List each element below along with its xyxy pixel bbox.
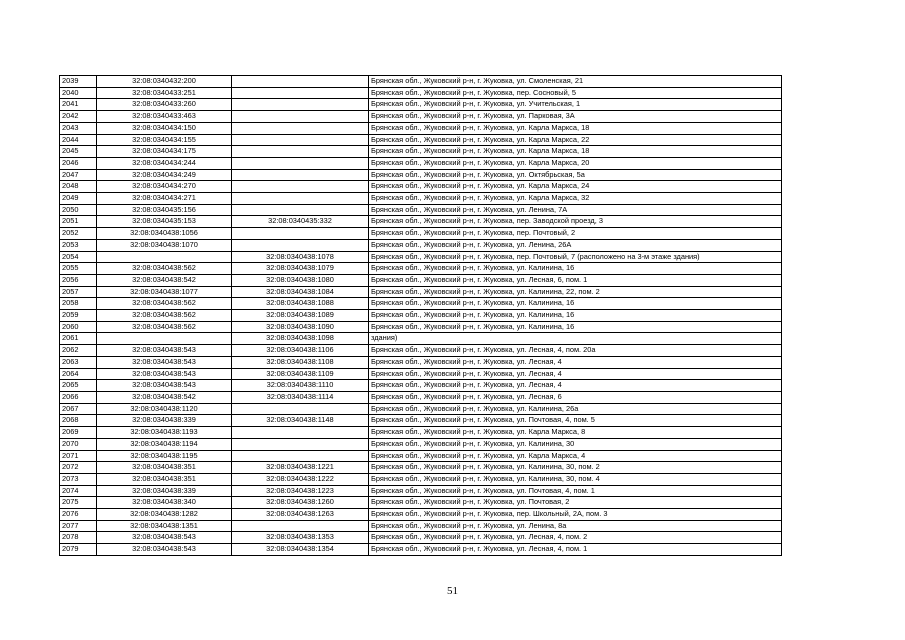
table-row bbox=[60, 509, 782, 521]
row-number-cell: 2054 bbox=[60, 251, 97, 263]
land-cadastral-number-cell: 32:08:0340438:351 bbox=[97, 462, 232, 474]
object-cadastral-number-cell bbox=[232, 76, 369, 88]
table-row bbox=[60, 485, 782, 497]
row-number-cell: 2056 bbox=[60, 274, 97, 286]
land-cadastral-number-cell: 32:08:0340435:153 bbox=[97, 216, 232, 228]
object-cadastral-number-cell bbox=[232, 146, 369, 158]
address-cell: Брянская обл., Жуковский р-н, г. Жуковка, пер. Заводской проезд, 3 bbox=[369, 216, 782, 228]
table-row bbox=[60, 263, 782, 275]
land-cadastral-number-cell: 32:08:0340438:543 bbox=[97, 356, 232, 368]
row-number-cell: 2072 bbox=[60, 462, 97, 474]
table-row bbox=[60, 216, 782, 228]
row-number-cell: 2074 bbox=[60, 485, 97, 497]
object-cadastral-number-cell: 32:08:0340438:1089 bbox=[232, 310, 369, 322]
object-cadastral-number-cell bbox=[232, 520, 369, 532]
object-cadastral-number-cell: 32:08:0340438:1088 bbox=[232, 298, 369, 310]
land-cadastral-number-cell: 32:08:0340433:463 bbox=[97, 111, 232, 123]
address-cell: Брянская обл., Жуковский р-н, г. Жуковка, ул. Калинина, 16 bbox=[369, 263, 782, 275]
table-row bbox=[60, 427, 782, 439]
object-cadastral-number-cell: 32:08:0340438:1106 bbox=[232, 345, 369, 357]
address-cell: Брянская обл., Жуковский р-н, г. Жуковка, ул. Лесная, 4, пом. 20а bbox=[369, 345, 782, 357]
table-row bbox=[60, 169, 782, 181]
land-cadastral-number-cell: 32:08:0340438:543 bbox=[97, 544, 232, 556]
land-cadastral-number-cell: 32:08:0340434:249 bbox=[97, 169, 232, 181]
table-row bbox=[60, 146, 782, 158]
table-row bbox=[60, 391, 782, 403]
row-number-cell: 2061 bbox=[60, 333, 97, 345]
address-cell: Брянская обл., Жуковский р-н, г. Жуковка, ул. Почтовая, 4, пом. 1 bbox=[369, 485, 782, 497]
row-number-cell: 2045 bbox=[60, 146, 97, 158]
row-number-cell: 2055 bbox=[60, 263, 97, 275]
object-cadastral-number-cell bbox=[232, 204, 369, 216]
row-number-cell: 2067 bbox=[60, 403, 97, 415]
object-cadastral-number-cell: 32:08:0340438:1353 bbox=[232, 532, 369, 544]
land-cadastral-number-cell: 32:08:0340434:150 bbox=[97, 122, 232, 134]
address-cell: Брянская обл., Жуковский р-н, г. Жуковка, ул. Карла Маркса, 20 bbox=[369, 157, 782, 169]
row-number-cell: 2044 bbox=[60, 134, 97, 146]
address-cell: Брянская обл., Жуковский р-н, г. Жуковка, ул. Ленина, 7А bbox=[369, 204, 782, 216]
row-number-cell: 2042 bbox=[60, 111, 97, 123]
address-cell: Брянская обл., Жуковский р-н, г. Жуковка, ул. Лесная, 4, пом. 1 bbox=[369, 544, 782, 556]
object-cadastral-number-cell: 32:08:0340438:1223 bbox=[232, 485, 369, 497]
row-number-cell: 2049 bbox=[60, 193, 97, 205]
table-row bbox=[60, 286, 782, 298]
object-cadastral-number-cell: 32:08:0340438:1110 bbox=[232, 380, 369, 392]
land-cadastral-number-cell: 32:08:0340432:200 bbox=[97, 76, 232, 88]
object-cadastral-number-cell bbox=[232, 134, 369, 146]
table-row bbox=[60, 345, 782, 357]
row-number-cell: 2059 bbox=[60, 310, 97, 322]
address-cell: Брянская обл., Жуковский р-н, г. Жуковка, ул. Калинина, 22, пом. 2 bbox=[369, 286, 782, 298]
row-number-cell: 2053 bbox=[60, 239, 97, 251]
row-number-cell: 2039 bbox=[60, 76, 97, 88]
address-cell: здания) bbox=[369, 333, 782, 345]
land-cadastral-number-cell: 32:08:0340438:1195 bbox=[97, 450, 232, 462]
row-number-cell: 2064 bbox=[60, 368, 97, 380]
address-cell: Брянская обл., Жуковский р-н, г. Жуковка, ул. Калинина, 30, пом. 2 bbox=[369, 462, 782, 474]
address-cell: Брянская обл., Жуковский р-н, г. Жуковка, ул. Смоленская, 21 bbox=[369, 76, 782, 88]
table-row bbox=[60, 298, 782, 310]
table-row bbox=[60, 462, 782, 474]
object-cadastral-number-cell: 32:08:0340438:1222 bbox=[232, 473, 369, 485]
object-cadastral-number-cell: 32:08:0340438:1079 bbox=[232, 263, 369, 275]
object-cadastral-number-cell bbox=[232, 87, 369, 99]
address-cell: Брянская обл., Жуковский р-н, г. Жуковка, ул. Лесная, 4 bbox=[369, 356, 782, 368]
address-cell: Брянская обл., Жуковский р-н, г. Жуковка, ул. Лесная, 6, пом. 1 bbox=[369, 274, 782, 286]
object-cadastral-number-cell bbox=[232, 99, 369, 111]
table-row bbox=[60, 450, 782, 462]
land-cadastral-number-cell: 32:08:0340438:543 bbox=[97, 345, 232, 357]
address-cell: Брянская обл., Жуковский р-н, г. Жуковка, ул. Почтовая, 2 bbox=[369, 497, 782, 509]
address-cell: Брянская обл., Жуковский р-н, г. Жуковка, ул. Карла Маркса, 18 bbox=[369, 122, 782, 134]
table-row bbox=[60, 380, 782, 392]
row-number-cell: 2068 bbox=[60, 415, 97, 427]
address-cell: Брянская обл., Жуковский р-н, г. Жуковка, пер. Сосновый, 5 bbox=[369, 87, 782, 99]
row-number-cell: 2060 bbox=[60, 321, 97, 333]
object-cadastral-number-cell: 32:08:0340438:1260 bbox=[232, 497, 369, 509]
table-row bbox=[60, 228, 782, 240]
property-registry-table bbox=[59, 75, 782, 556]
object-cadastral-number-cell bbox=[232, 169, 369, 181]
address-cell: Брянская обл., Жуковский р-н, г. Жуковка, пер. Почтовый, 2 bbox=[369, 228, 782, 240]
table-row bbox=[60, 76, 782, 88]
object-cadastral-number-cell: 32:08:0340438:1084 bbox=[232, 286, 369, 298]
land-cadastral-number-cell: 32:08:0340434:244 bbox=[97, 157, 232, 169]
address-cell: Брянская обл., Жуковский р-н, г. Жуковка, ул. Калинина, 16 bbox=[369, 310, 782, 322]
land-cadastral-number-cell: 32:08:0340435:156 bbox=[97, 204, 232, 216]
address-cell: Брянская обл., Жуковский р-н, г. Жуковка, ул. Парковая, 3А bbox=[369, 111, 782, 123]
row-number-cell: 2058 bbox=[60, 298, 97, 310]
table-row bbox=[60, 122, 782, 134]
row-number-cell: 2069 bbox=[60, 427, 97, 439]
table-row bbox=[60, 310, 782, 322]
land-cadastral-number-cell: 32:08:0340434:270 bbox=[97, 181, 232, 193]
land-cadastral-number-cell: 32:08:0340438:1070 bbox=[97, 239, 232, 251]
address-cell: Брянская обл., Жуковский р-н, г. Жуковка, ул. Карла Маркса, 18 bbox=[369, 146, 782, 158]
land-cadastral-number-cell bbox=[97, 333, 232, 345]
table-row bbox=[60, 157, 782, 169]
object-cadastral-number-cell bbox=[232, 122, 369, 134]
table-row bbox=[60, 134, 782, 146]
address-cell: Брянская обл., Жуковский р-н, г. Жуковка, ул. Карла Маркса, 24 bbox=[369, 181, 782, 193]
table-row bbox=[60, 239, 782, 251]
row-number-cell: 2050 bbox=[60, 204, 97, 216]
land-cadastral-number-cell: 32:08:0340433:260 bbox=[97, 99, 232, 111]
land-cadastral-number-cell: 32:08:0340434:175 bbox=[97, 146, 232, 158]
table-row bbox=[60, 251, 782, 263]
row-number-cell: 2046 bbox=[60, 157, 97, 169]
address-cell: Брянская обл., Жуковский р-н, г. Жуковка, ул. Карла Маркса, 32 bbox=[369, 193, 782, 205]
registry-table-body bbox=[60, 76, 782, 556]
table-row bbox=[60, 520, 782, 532]
object-cadastral-number-cell bbox=[232, 438, 369, 450]
address-cell: Брянская обл., Жуковский р-н, г. Жуковка, ул. Калинина, 30 bbox=[369, 438, 782, 450]
land-cadastral-number-cell: 32:08:0340438:1077 bbox=[97, 286, 232, 298]
object-cadastral-number-cell: 32:08:0340438:1098 bbox=[232, 333, 369, 345]
land-cadastral-number-cell: 32:08:0340438:543 bbox=[97, 380, 232, 392]
land-cadastral-number-cell: 32:08:0340438:562 bbox=[97, 298, 232, 310]
table-row bbox=[60, 193, 782, 205]
object-cadastral-number-cell: 32:08:0340435:332 bbox=[232, 216, 369, 228]
object-cadastral-number-cell bbox=[232, 193, 369, 205]
table-row bbox=[60, 99, 782, 111]
row-number-cell: 2051 bbox=[60, 216, 97, 228]
object-cadastral-number-cell: 32:08:0340438:1263 bbox=[232, 509, 369, 521]
page-number: 51 bbox=[447, 585, 458, 597]
table-row bbox=[60, 497, 782, 509]
table-row bbox=[60, 532, 782, 544]
land-cadastral-number-cell: 32:08:0340438:562 bbox=[97, 310, 232, 322]
table-row bbox=[60, 181, 782, 193]
object-cadastral-number-cell bbox=[232, 450, 369, 462]
object-cadastral-number-cell: 32:08:0340438:1090 bbox=[232, 321, 369, 333]
row-number-cell: 2040 bbox=[60, 87, 97, 99]
table-row bbox=[60, 321, 782, 333]
table-row bbox=[60, 87, 782, 99]
object-cadastral-number-cell: 32:08:0340438:1148 bbox=[232, 415, 369, 427]
address-cell: Брянская обл., Жуковский р-н, г. Жуковка, ул. Калинина, 16 bbox=[369, 298, 782, 310]
address-cell: Брянская обл., Жуковский р-н, г. Жуковка, ул. Лесная, 4 bbox=[369, 380, 782, 392]
row-number-cell: 2073 bbox=[60, 473, 97, 485]
object-cadastral-number-cell: 32:08:0340438:1080 bbox=[232, 274, 369, 286]
object-cadastral-number-cell bbox=[232, 403, 369, 415]
row-number-cell: 2047 bbox=[60, 169, 97, 181]
row-number-cell: 2062 bbox=[60, 345, 97, 357]
row-number-cell: 2063 bbox=[60, 356, 97, 368]
table-row bbox=[60, 473, 782, 485]
land-cadastral-number-cell: 32:08:0340438:1056 bbox=[97, 228, 232, 240]
address-cell: Брянская обл., Жуковский р-н, г. Жуковка, пер. Школьный, 2А, пом. 3 bbox=[369, 509, 782, 521]
row-number-cell: 2070 bbox=[60, 438, 97, 450]
land-cadastral-number-cell: 32:08:0340438:562 bbox=[97, 263, 232, 275]
address-cell: Брянская обл., Жуковский р-н, г. Жуковка, ул. Ленина, 26А bbox=[369, 239, 782, 251]
land-cadastral-number-cell: 32:08:0340438:542 bbox=[97, 274, 232, 286]
object-cadastral-number-cell: 32:08:0340438:1221 bbox=[232, 462, 369, 474]
row-number-cell: 2065 bbox=[60, 380, 97, 392]
address-cell: Брянская обл., Жуковский р-н, г. Жуковка, ул. Калинина, 30, пом. 4 bbox=[369, 473, 782, 485]
land-cadastral-number-cell: 32:08:0340434:155 bbox=[97, 134, 232, 146]
land-cadastral-number-cell: 32:08:0340438:1351 bbox=[97, 520, 232, 532]
address-cell: Брянская обл., Жуковский р-н, г. Жуковка, ул. Карла Маркса, 8 bbox=[369, 427, 782, 439]
address-cell: Брянская обл., Жуковский р-н, г. Жуковка, ул. Калинина, 26а bbox=[369, 403, 782, 415]
table-row bbox=[60, 438, 782, 450]
land-cadastral-number-cell: 32:08:0340438:542 bbox=[97, 391, 232, 403]
address-cell: Брянская обл., Жуковский р-н, г. Жуковка, пер. Почтовый, 7 (расположено на 3-м этаже здания) bbox=[369, 251, 782, 263]
address-cell: Брянская обл., Жуковский р-н, г. Жуковка, ул. Лесная, 4, пом. 2 bbox=[369, 532, 782, 544]
object-cadastral-number-cell bbox=[232, 181, 369, 193]
row-number-cell: 2077 bbox=[60, 520, 97, 532]
land-cadastral-number-cell: 32:08:0340438:1193 bbox=[97, 427, 232, 439]
object-cadastral-number-cell: 32:08:0340438:1354 bbox=[232, 544, 369, 556]
row-number-cell: 2075 bbox=[60, 497, 97, 509]
land-cadastral-number-cell: 32:08:0340438:543 bbox=[97, 532, 232, 544]
table-row bbox=[60, 403, 782, 415]
land-cadastral-number-cell: 32:08:0340438:339 bbox=[97, 415, 232, 427]
address-cell: Брянская обл., Жуковский р-н, г. Жуковка, ул. Калинина, 16 bbox=[369, 321, 782, 333]
row-number-cell: 2076 bbox=[60, 509, 97, 521]
row-number-cell: 2041 bbox=[60, 99, 97, 111]
land-cadastral-number-cell: 32:08:0340433:251 bbox=[97, 87, 232, 99]
address-cell: Брянская обл., Жуковский р-н, г. Жуковка, ул. Карла Маркса, 22 bbox=[369, 134, 782, 146]
object-cadastral-number-cell: 32:08:0340438:1109 bbox=[232, 368, 369, 380]
land-cadastral-number-cell bbox=[97, 251, 232, 263]
land-cadastral-number-cell: 32:08:0340438:339 bbox=[97, 485, 232, 497]
object-cadastral-number-cell bbox=[232, 228, 369, 240]
table-row bbox=[60, 204, 782, 216]
address-cell: Брянская обл., Жуковский р-н, г. Жуковка, ул. Октябрьская, 5а bbox=[369, 169, 782, 181]
object-cadastral-number-cell: 32:08:0340438:1078 bbox=[232, 251, 369, 263]
land-cadastral-number-cell: 32:08:0340438:1120 bbox=[97, 403, 232, 415]
row-number-cell: 2079 bbox=[60, 544, 97, 556]
object-cadastral-number-cell bbox=[232, 239, 369, 251]
row-number-cell: 2078 bbox=[60, 532, 97, 544]
land-cadastral-number-cell: 32:08:0340438:340 bbox=[97, 497, 232, 509]
address-cell: Брянская обл., Жуковский р-н, г. Жуковка, ул. Ленина, 8а bbox=[369, 520, 782, 532]
row-number-cell: 2048 bbox=[60, 181, 97, 193]
object-cadastral-number-cell: 32:08:0340438:1108 bbox=[232, 356, 369, 368]
table-row bbox=[60, 368, 782, 380]
table-row bbox=[60, 111, 782, 123]
table-row bbox=[60, 274, 782, 286]
land-cadastral-number-cell: 32:08:0340438:1194 bbox=[97, 438, 232, 450]
table-row bbox=[60, 333, 782, 345]
object-cadastral-number-cell bbox=[232, 111, 369, 123]
land-cadastral-number-cell: 32:08:0340438:351 bbox=[97, 473, 232, 485]
row-number-cell: 2066 bbox=[60, 391, 97, 403]
address-cell: Брянская обл., Жуковский р-н, г. Жуковка, ул. Лесная, 4 bbox=[369, 368, 782, 380]
address-cell: Брянская обл., Жуковский р-н, г. Жуковка, ул. Почтовая, 4, пом. 5 bbox=[369, 415, 782, 427]
row-number-cell: 2043 bbox=[60, 122, 97, 134]
land-cadastral-number-cell: 32:08:0340438:562 bbox=[97, 321, 232, 333]
address-cell: Брянская обл., Жуковский р-н, г. Жуковка, ул. Лесная, 6 bbox=[369, 391, 782, 403]
address-cell: Брянская обл., Жуковский р-н, г. Жуковка, ул. Учительская, 1 bbox=[369, 99, 782, 111]
table-row bbox=[60, 544, 782, 556]
address-cell: Брянская обл., Жуковский р-н, г. Жуковка, ул. Карла Маркса, 4 bbox=[369, 450, 782, 462]
row-number-cell: 2071 bbox=[60, 450, 97, 462]
land-cadastral-number-cell: 32:08:0340438:543 bbox=[97, 368, 232, 380]
object-cadastral-number-cell bbox=[232, 157, 369, 169]
land-cadastral-number-cell: 32:08:0340438:1282 bbox=[97, 509, 232, 521]
row-number-cell: 2052 bbox=[60, 228, 97, 240]
object-cadastral-number-cell: 32:08:0340438:1114 bbox=[232, 391, 369, 403]
object-cadastral-number-cell bbox=[232, 427, 369, 439]
land-cadastral-number-cell: 32:08:0340434:271 bbox=[97, 193, 232, 205]
row-number-cell: 2057 bbox=[60, 286, 97, 298]
table-row bbox=[60, 356, 782, 368]
table-row bbox=[60, 415, 782, 427]
